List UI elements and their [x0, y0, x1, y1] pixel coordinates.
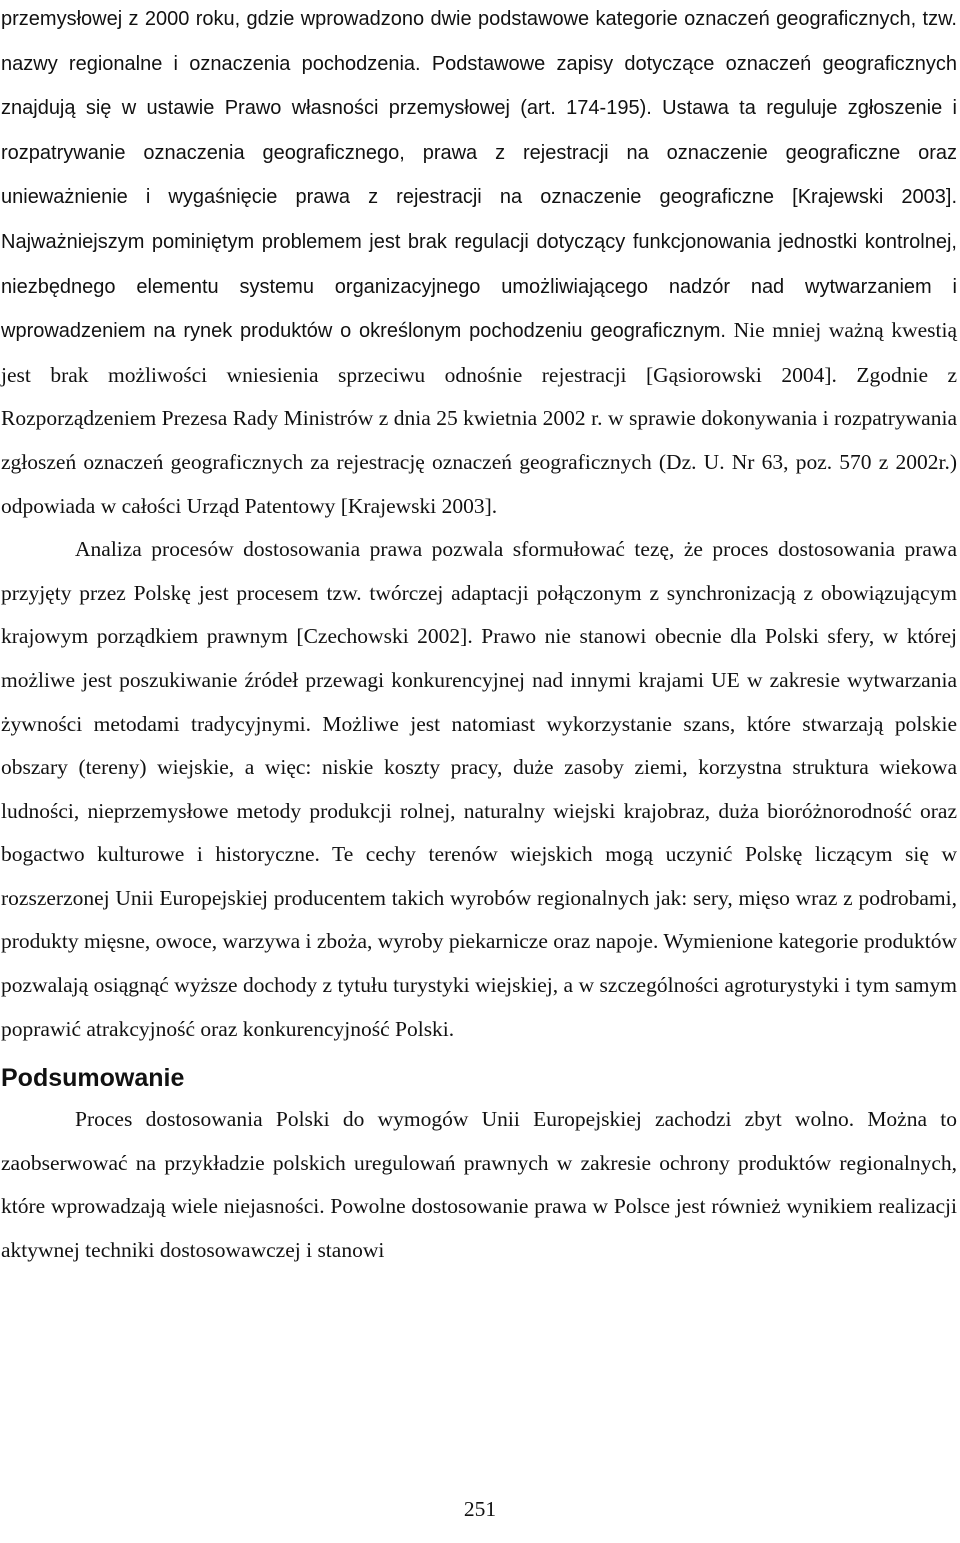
- paragraph-1-serif-part: Nie mniej ważną kwestią jest brak możliwości wniesienia sprzeciwu odnośnie rejestracji [Gąsiorowski 2004]. Zgodnie z Rozporządzeniem Prezesa Rady Ministrów z dnia 25 kwietnia 2002 r. w sprawie dokonywania i rozpatrywania zgłoszeń oznaczeń geograficznych za rejestrację oznaczeń geograficznych (Dz. U. Nr 63, poz. 570 z 2002r.) odpowiada w całości Urząd Patentowy [Krajewski 2003].: [1, 318, 957, 518]
- paragraph-2: Analiza procesów dostosowania prawa pozwala sformułować tezę, że proces dostosowania prawa przyjęty przez Polskę jest procesem tzw. twórczej adaptacji połączonym z synchronizacją z obowiązującym krajowym porządkiem prawnym [Czechowski 2002]. Prawo nie stanowi obecnie dla Polski sfery, w której możliwe jest poszukiwanie źródeł przewagi konkurencyjnej nad innymi krajami UE w zakresie wytwarzania żywności metodami tradycyjnymi. Możliwe jest natomiast wykorzystanie szans, które stwarzają polskie obszary (tereny) wiejskie, a więc: niskie koszty pracy, duże zasoby ziemi, korzystna struktura wiekowa ludności, nieprzemysłowe metody produkcji rolnej, naturalny wiejski krajobraz, duża bioróżnorodność oraz bogactwo kulturowe i historyczne. Te cechy terenów wiejskich mogą uczynić Polskę liczącym się w rozszerzonej Unii Europejskiej producentem takich wyrobów regionalnych jak: sery, mięso wraz z podrobami, produkty mięsne, owoce, warzywa i zboża, wyroby piekarnicze oraz napoje. Wymienione kategorie produktów pozwalają osiągnąć wyższe dochody z tytułu turystyki wiejskiej, a w szczególności agroturystyki i tym samym poprawić atrakcyjność oraz konkurencyjność Polski.: [1, 537, 957, 1041]
- section-heading: Podsumowanie: [1, 1064, 185, 1093]
- paragraph-1: [1, 0, 957, 528]
- paragraph-3: Proces dostosowania Polski do wymogów Unii Europejskiej zachodzi zbyt wolno. Można to zaobserwować na przykładzie polskich uregulowań prawnych w zakresie ochrony produktów regionalnych, które wprowadzają wiele niejasności. Powolne dostosowanie prawa w Polsce jest również wynikiem realizacji aktywnej techniki dostosowawczej i stanowi: [1, 1107, 957, 1263]
- paragraph-1-sans-part: przemysłowej z 2000 roku, gdzie wprowadzono dwie podstawowe kategorie oznaczeń geograficznych, tzw. nazwy regionalne i oznaczenia pochodzenia. Podstawowe zapisy dotyczące oznaczeń geograficznych znajdują się w ustawie Prawo własności przemysłowej (art. 174-195). Ustawa ta reguluje zgłoszenie i rozpatrywanie oznaczenia geograficznego, prawa z rejestracji na oznaczenie geograficzne oraz unieważnienie i wygaśnięcie prawa z rejestracji na oznaczenie geograficzne [Krajewski 2003]. Najważniejszym pominiętym problemem jest brak regulacji dotyczący funkcjonowania jednostki kontrolnej, niezbędnego elementu systemu organizacyjnego umożliwiającego nadzór nad wytwarzaniem i wprowadzeniem na rynek produktów o określonym pochodzeniu geograficznym.: [1, 8, 957, 343]
- page-number: 251: [463, 1497, 497, 1521]
